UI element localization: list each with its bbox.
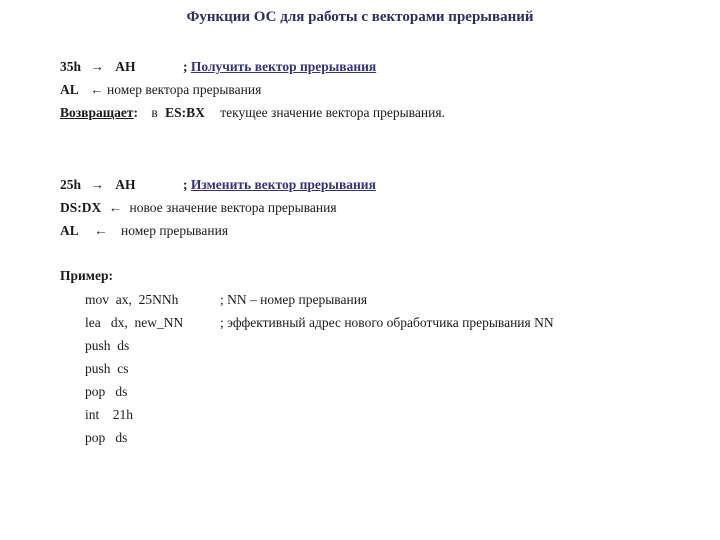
function-code: 35h [60, 59, 82, 74]
left-arrow-icon: ← [94, 223, 108, 238]
comment-semicolon: ; [183, 177, 188, 192]
set-vector-comment [183, 177, 376, 193]
page-title: Функции ОС для работы с векторами прерываний [186, 9, 534, 25]
returns-label: Возвращает [60, 105, 134, 120]
example-line-6: int 21h [85, 407, 134, 422]
get-vector-comment [183, 59, 376, 75]
example-line-2 [85, 315, 183, 331]
example-line-4: push cs [85, 361, 129, 376]
example-line-5: pop ds [85, 384, 128, 399]
function-code: 25h [60, 177, 82, 192]
set-vector-line-1 [60, 177, 136, 193]
right-arrow-icon: → [90, 59, 104, 74]
returns-colon: : [133, 105, 138, 120]
set-vector-line-3 [60, 223, 228, 239]
example-line-1 [85, 292, 178, 308]
right-arrow-icon: → [90, 177, 104, 192]
example-comment-1: ; NN – номер прерывания [220, 292, 368, 307]
target-register: AH [115, 59, 136, 74]
example-comment-2: ; эффективный адрес нового обработчика прерывания NN [220, 315, 554, 330]
register-ds-dx: DS:DX [60, 200, 102, 215]
example-line-3: push ds [85, 338, 130, 353]
left-arrow-icon: ← [90, 82, 104, 97]
example-line-7: pop ds [85, 430, 128, 445]
set-vector-al-desc: номер прерывания [121, 223, 229, 238]
get-vector-line-3 [60, 105, 445, 121]
register-al: AL [60, 223, 79, 238]
returns-desc: текущее значение вектора прерывания. [220, 105, 445, 120]
set-vector-line-2 [60, 200, 337, 216]
target-register: AH [115, 177, 136, 192]
example-label: Пример: [60, 268, 113, 283]
get-vector-comment-text: Получить вектор прерывания [190, 59, 377, 74]
set-vector-comment-text: Изменить вектор прерывания [190, 177, 376, 192]
register-es-bx: ES:BX [165, 105, 205, 120]
get-vector-al-desc: номер вектора прерывания [107, 82, 262, 97]
comment-semicolon: ; [183, 59, 188, 74]
get-vector-line-2 [60, 82, 261, 98]
register-al: AL [60, 82, 79, 97]
get-vector-line-1 [60, 59, 136, 75]
code-text: mov ax, 25NNh [85, 292, 179, 307]
code-text: lea dx, new_NN [85, 315, 184, 330]
returns-in: в [151, 105, 158, 120]
set-vector-dsdx-desc: новое значение вектора прерывания [129, 200, 337, 215]
left-arrow-icon: ← [108, 200, 123, 215]
